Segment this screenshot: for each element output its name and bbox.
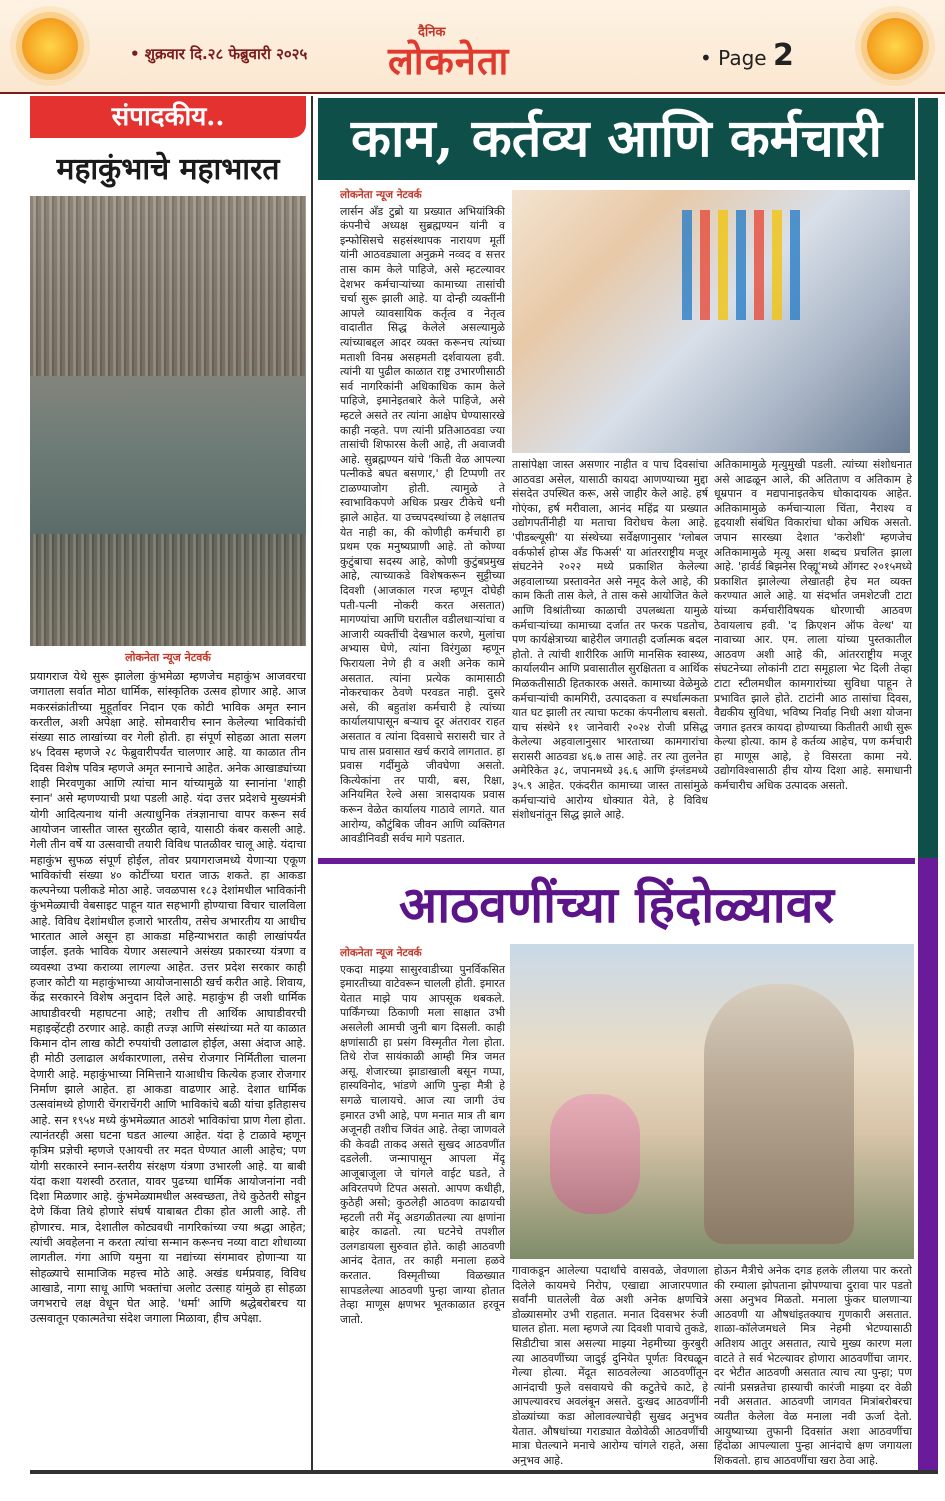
editorial-column <box>30 96 306 1471</box>
article-headline: काम, कर्तव्य आणि कर्मचारी <box>318 98 915 180</box>
page-label: • Page <box>700 46 767 70</box>
photo-caption: लोकनेता न्यूज नेटवर्क <box>125 651 211 664</box>
newspaper-logo: लोकनेता <box>388 38 510 83</box>
chart-graphic <box>682 210 802 320</box>
editorial-title: महाकुंभाचे महाभारत <box>56 152 280 187</box>
section-label: संपादकीय.. <box>30 96 306 138</box>
article2-col1 <box>340 946 505 1466</box>
elderly-man-figure <box>704 984 854 1244</box>
crowd-band <box>30 534 306 647</box>
sun-icon <box>22 18 78 74</box>
article-text: एकदा माझ्या सासुरवाडीच्या पुनर्विकसित इमारतीच्या वाटेवरून चालली होती. इमारत येतात माझे पाय आपसूक थबकले. पार्किंगच्या ठिकाणी मला साक्षात उभी असलेली आमची जुनी बाग दिसली. काही क्षणांसाठी हा प्रसंग विस्मृतीत गेला होता. तिथे रोज सायंकाळी आम्ही मित्र जमत असू. शेजारच्या झाडाखाली बसून गप्पा, हास्यविनोद, भांडणे आणि पुन्हा मैत्री हे सगळे चालायचे. आज त्या जागी उंच इमारत उभी आहे, पण मनात मात्र ती बाग अजूनही तशीच जिवंत आहे. तेव्हा जाणवले की केवढी ताकद असते सुखद आठवणींत दडलेली. जन्मापासून आपला मेंदू आजूबाजूला जे चांगले वाईट घडते, ते अविरतपणे टिपत असतो. आपण कधीही, कुठेही असो; कुठलेही आठवण काढायची म्हटली तरी मेंदू अडगळीतल्या त्या क्षणांना बाहेर काढतो. त्या घटनेचे तपशील उलगडायला सुरुवात होते. काही आठवणी आनंद देतात, तर काही मनाला हळवे करतात. विस्मृतीच्या विळख्यात सापडलेल्या आठवणी पुन्हा जाग्या होतात तेव्हा माणूस क्षणभर भूतकाळात हरवून जातो. <box>340 962 505 1326</box>
side-bar <box>918 858 938 1471</box>
footer-rule <box>30 1470 938 1474</box>
sun-icon <box>867 18 923 74</box>
issue-date: • शुक्रवार दि.२८ फेब्रुवारी २०२५ <box>130 45 308 63</box>
elderly-man-memories-photo <box>510 944 914 1259</box>
children-figure <box>550 1094 640 1214</box>
article2-col3: होऊन मैत्रीचे अनेक दगड हलके लीलया पार करतो की रम्याला झोपताना झोपण्याचा दुरावा पार पडतो असा अनुभव मिळतो. मनाला फुंकर घालणाऱ्या आठवणी या औषधांइतक्याच गुणकारी असतात. शाळा-कॉलेजमधले मित्र नेहमी भेटण्यासाठी अतिशय आतुर असतात, त्याचे मुख्य कारण मला वाटते ते सर्व भेटल्यावर होणारा आठवणींचा जागर. दर भेटीत आठवणी असतात त्याच त्या पुन्हा; पण त्यांनी प्रसन्नतेचा हास्याची कारंजी माझ्या दर वेळी नवी असतात. आठवणी जागवत मित्रांबरोबरचा व्यतीत केलेला वेळ मनाला नवी ऊर्जा देतो. आयुष्याच्या तुफानी दिवसांत अशा आठवणींचा हिंदोळा आपल्याला पुन्हा आनंदाचे क्षण जगायला शिकवतो. हाच आठवणींचा खरा ठेवा आहे. <box>714 1264 912 1466</box>
byline: लोकनेता न्यूज नेटवर्क <box>340 189 422 201</box>
page-indicator <box>700 38 794 73</box>
article1-col1 <box>340 188 505 848</box>
byline: लोकनेता न्यूज नेटवर्क <box>340 947 422 959</box>
crowd-band <box>30 196 306 376</box>
masthead <box>0 0 945 94</box>
article2-col2: गावाकडून आलेल्या पदार्थांचे वासवळे, जेवणाला दिलेले कायमचे निरोप, एखाद्या आजारपणात सर्वांनी घातलेली वेळ अशी अनेक क्षणचित्रे डोळ्यासमोर उभी राहतात. मनात दिवसभर रुंजी घालत होता. मला म्हणजे त्या दिवशी पावाचे तुकडे, सिडीटीचा त्रास असल्या माझ्या नेहमीच्या कुरबुरी त्या आठवणींच्या जादुई दुनियेत पूर्णतः विरघळून गेल्या होत्या. मेंदूत साठवलेल्या आठवणींतून आनंदाची फुले वसवायचे की कटुतेचे काटे, हे आपल्यावरच अवलंबून असते. दुःखद आठवणींनी डोळ्यांच्या कडा ओलावल्याचेही सुखद अनुभव येतात. औषधांच्या गराड्यात वेळोवेळी आठवणींची मात्रा घेतल्याने मनाचे आरोग्य चांगले राहते, असा अनुभव आहे. <box>512 1264 708 1466</box>
crowd-river-photo <box>30 196 306 646</box>
business-growth-photo <box>512 190 910 453</box>
article-headline: आठवणींच्या हिंदोळ्यावर <box>318 858 915 946</box>
article1-col3: अतिकामामुळे मृत्युमुखी पडली. त्यांच्या संशोधनात असे आढळून आले, की अतिताण व अतिकाम हे धूम्रपान व मद्यपानाइतकेच धोकादायक आहेत. अतिकामामुळे कर्मचाऱ्याला चिंता, नैराश्य व हृदयाशी संबंधित विकारांचा धोका अधिक असतो. जपान सारख्या देशात 'करोशी' म्हणजेच अतिकामामुळे मृत्यू असा शब्दच प्रचलित झाला आहे. 'हार्वर्ड बिझनेस रिव्ह्यू'मध्ये ऑगस्ट २०१५मध्ये प्रकाशित झालेल्या लेखातही हेच मत व्यक्त करण्यात आले आहे. या संदर्भात जमशेटजी टाटा यांच्या कर्मचारीविषयक धोरणाची आठवण ठेवायलाच हवी. 'द क्रिएशन ऑफ वेल्थ' या नावाच्या आर. एम. लाला यांच्या पुस्तकातील आठवण अशी आहे की, आंतरराष्ट्रीय मजूर संघटनेच्या लोकांनी टाटा समूहाला भेट दिली तेव्हा टाटा स्टीलमधील कामगारांच्या सुविधा पाहून ते प्रभावित झाले होते. टाटांनी आठ तासांचा दिवस, वैद्यकीय सुविधा, भविष्य निर्वाह निधी अशा योजना जगात इतरत्र कायदा होण्याच्या कितीतरी आधी सुरू केल्या होत्या. काम हे कर्तव्य आहेच, पण कर्मचारी हा माणूस आहे, हे विसरता कामा नये. उद्योगविश्वासाठी हीच योग्य दिशा आहे. समाधानी कर्मचारीच अधिक उत्पादक असतो. <box>714 458 912 793</box>
page-number: 2 <box>772 38 794 73</box>
article1-col2: तासांपेक्षा जास्त असणार नाहीत व पाच दिवसांचा आठवडा असेल, यासाठी कायदा आणण्याच्या मुद्दा संसदेत उपस्थित करू, असे जाहीर केले आहे. हर्ष गोएंका, हर्ष मरीवाला, आनंद महिंद्र या प्रख्यात उद्योगपतींनीही या मताचा विरोधच केला आहे. 'पीडब्ल्यूसी' या संस्थेच्या सर्वेक्षणानुसार 'ग्लोबल वर्कफोर्स होप्स अँड फिअर्स' या आंतरराष्ट्रीय मजूर संघटनेने २०२२ मध्ये प्रकाशित केलेल्या अहवालाच्या प्रस्तावनेत असे नमूद केले आहे, की काम किती तास केले, ते तास कसे आयोजित केले आणि विश्रांतीच्या काळाची उपलब्धता यामुळे कर्मचाऱ्यांच्या कामाच्या दर्जात तर फरक पडतोच, पण कार्यक्षेत्राच्या बाहेरील जगातही दर्जात्मक बदल होतो. ते त्यांची शारीरिक आणि मानसिक स्वास्थ्य, कार्यालयीन आणि प्रवासातील सुरक्षितता व आर्थिक मिळकतीसाठी हितकारक असते. कामाच्या वेळेमुळे कर्मचाऱ्यांची कामगिरी, उत्पादकता व स्पर्धात्मकता यात घट झाली तर त्याचा फटका कंपनीलाच बसतो. याच संस्थेने ११ जानेवारी २०२४ रोजी प्रसिद्ध केलेल्या अहवालानुसार भारताच्या कामगारांचा सरासरी आठवडा ४६.७ तास आहे. तर त्या तुलनेत अमेरिकेत ३८, जपानमध्ये ३६.६ आणि इंग्लंडमध्ये ३५.९ आहेत. एकंदरीत कामाच्या जास्त तासांमुळे कर्मचाऱ्यांचे आरोग्य धोक्यात येते, हे विविध संशोधनांतून सिद्ध झाले आहे. <box>512 458 708 822</box>
editorial-body: प्रयागराज येथे सुरू झालेला कुंभमेळा म्हणजेच महाकुंभ आजवरचा जगातला सर्वात मोठा धार्मिक, सांस्कृतिक उत्सव होणार आहे. आज मकरसंक्रांतीच्या मुहूर्तावर निदान एक कोटी भाविक अमृत स्नान करतील, अशी अपेक्षा आहे. सोमवारीच स्नान केलेल्या भाविकांची संख्या साठ लाखांच्या वर गेली होती. हा संपूर्ण सोहळा आता सलग ४५ दिवस म्हणजे २८ फेब्रुवारीपर्यंत चालणार आहे. या काळात तीन दिवस विशेष पवित्र म्हणजे अमृत स्नानाचे आहेत. अनेक आखाड्यांच्या शाही मिरवणुका आणि त्यांचा मान यांच्यामुळे या स्नानांना 'शाही स्नान' असे म्हणण्याची प्रथा पडली आहे. यंदा उत्तर प्रदेशचे मुख्यमंत्री योगी आदित्यनाथ यांनी अत्याधुनिक तंत्रज्ञानाचा वापर करून सर्व आयोजन जास्तीत जास्त सुरळीत व्हावे, यासाठी कंबर कसली आहे. गेली तीन वर्षे या उत्सवाची तयारी विविध पातळीवर चालू आहे. यंदाचा महाकुंभ सुफळ संपूर्ण होईल, तोवर प्रयागराजमध्ये येणाऱ्या एकूण भाविकांची संख्या ४० कोटींच्या घरात जाऊ शकते. हा आकडा कल्पनेच्या पलीकडे मोठा आहे. जवळपास १८३ देशांमधील भाविकांनी कुंभमेळ्याची वेबसाइट पाहून यात सहभागी होण्याचा विचार चालविला आहे. विविध देशांमधील हजारो भारतीय, तसेच अभारतीय या आधीच भारतात आले असून हा आकडा महिन्याभरात काही लाखांपर्यंत जाईल. इतके भाविक येणार असल्याने असंख्य प्रकारच्या यंत्रणा व व्यवस्था उभ्या कराव्या लागल्या आहेत. उत्तर प्रदेश सरकार काही हजार कोटी या महाकुंभाच्या आयोजनासाठी खर्च करीत आहे. शिवाय, केंद्र सरकारने विशेष अनुदान दिले आहे. महाकुंभ ही जशी धार्मिक आघाडीवरची महाघटना आहे; तशीच ती आर्थिक आघाडीवरची महाइव्हेंटही ठरणार आहे. काही तज्ज्ञ आणि संस्थांच्या मते या काळात किमान दोन लाख कोटी रुपयांची उलाढाल होईल, असा अंदाज आहे. ही मोठी उलाढाल अर्थकारणाला, तसेच रोजगार निर्मितीला चालना देणारी आहे. महाकुंभाच्या निमित्ताने याआधीच कित्येक हजार रोजगार निर्माण झाले आहेत. हा आकडा वाढणार आहे. देशात धार्मिक उत्सवांमध्ये होणारी चेंगराचेंगरी आणि भाविकांचे बळी यांचा इतिहासच आहे. सन १९५४ मध्ये कुंभमेळ्यात आठशे भाविकांचा प्राण गेला होता. त्यानंतरही असा घटना घडत आल्या आहेत. यंदा हे टाळावे म्हणून कृत्रिम प्रज्ञेची म्हणजे एआयची तर मदत घेण्यात आली आहेच; पण योगी सरकारने स्नान-स्तरीय संरक्षण यंत्रणा उभारली आहे. या बाबी यंदा कशा यशस्वी ठरतात, यावर पुढच्या धार्मिक आयोजनांना नवी दिशा मिळणार आहे. कुंभमेळ्यामधील अस्वच्छता, तेथे कुठेतरी सोडून देणे किंवा तिथे होणारे संघर्ष याबाबत टीका होत आली आहे. ती होणारच. मात्र, देशातील कोट्यवधी नागरिकांच्या ज्या श्रद्धा आहेत; त्यांची अवहेलना न करता त्यांचा सन्मान करूनच नव्या वाटा शोधाव्या लागतील. गंगा आणि यमुना या नद्यांच्या संगमावर होणाऱ्या या सोहळ्याचे सामाजिक महत्त्व मोठे आहे. अखंड धर्मप्रवाह, विविध आखाडे, नागा साधू आणि भक्तांचा अलोट उत्साह यांमुळे हा सोहळा जगभराचे लक्ष वेधून घेत आहे. 'धर्मा' आणि श्रद्धेबरोबरच या उत्सवातून एकात्मतेचा संदेश जगाला मिळावा, हीच अपेक्षा. <box>30 670 306 1326</box>
logo-prefix: दैनिक <box>418 25 446 40</box>
article-text: लार्सन अँड टुब्रो या प्रख्यात अभियांत्रिकी कंपनीचे अध्यक्ष सुब्रह्मण्यन यांनी व इन्फोसिसचे सहसंस्थापक नारायण मूर्ती यांनी आठवड्याला अनुक्रमे नव्वद व सत्तर तास काम केले पाहिजे, असे म्हटल्यावर देशभर कर्मचाऱ्यांच्या कामाच्या तासांची चर्चा सुरू झाली आहे. या दोन्ही व्यक्तींनी आपले व्यावसायिक कर्तृत्व व नेतृत्व वादातीत सिद्ध केलेले असल्यामुळे त्यांच्याबद्दल आदर व्यक्त करूनच त्यांच्या मताशी विनम्र असहमती दर्शवायला हवी. त्यांनी या पुढील काळात राष्ट्र उभारणीसाठी सर्व नागरिकांनी अधिकाधिक काम केले पाहिजे, इमानेइतबारे केले पाहिजे, असे म्हटले असते तर त्यांना आक्षेप घेण्यासारखे काही नव्हते. पण त्यांनी प्रतिआठवडा ज्या तासांची शिफारस केली आहे, ती अवाजवी आहे. सुब्रह्मण्यन यांचे 'किती वेळ आपल्या पत्नीकडे बघत बसणार,' ही टिप्पणी तर टाळण्याजोग होती. त्यामुळे ते स्वाभाविकपणे अधिक प्रखर टीकेचे धनी झाले आहेत. या उच्चपदस्थांच्या हे लक्षातच येत नाही का, की कोणीही कर्मचारी हा प्रथम एक मनुष्यप्राणी आहे. तो कोण्या कुटुंबाचा सदस्य आहे, कोणी कुटुंबप्रमुख आहे, त्याच्याकडे विशेषकरून सुट्टीच्या दिवशी (आजकाल गरज म्हणून दोघेही पती-पत्नी नोकरी करत असतात) मागण्यांचा आणि घरातील वडीलधाऱ्यांचा व आजारी व्यक्तींची देखभाल करणे, मुलांचा अभ्यास घेणे, त्यांना विरंगुळा म्हणून फिरायला नेणे ही व अशी अनेक कामे असतात. त्यांना प्रत्येक कामासाठी नोकरचाकर ठेवणे परवडत नाही. दुसरे असे, की बहुतांश कर्मचारी हे त्यांच्या कार्यालयापासून बऱ्याच दूर अंतरावर राहत असतात व त्यांना दिवसाचे सरासरी चार ते पाच तास प्रवासात खर्च करावे लागतात. हा प्रवास गर्दीमुळे जीवघेणा असतो. कित्येकांना तर पायी, बस, रिक्षा, अनियमित रेल्वे असा त्रासदायक प्रवास करून वेळेत कार्यालय गाठावे लागते. यात आरोग्य, कौटुंबिक जीवन आणि व्यक्तिगत आवडीनिवडी सर्वच मागे पडतात. <box>340 204 505 846</box>
column-divider <box>311 96 313 1471</box>
